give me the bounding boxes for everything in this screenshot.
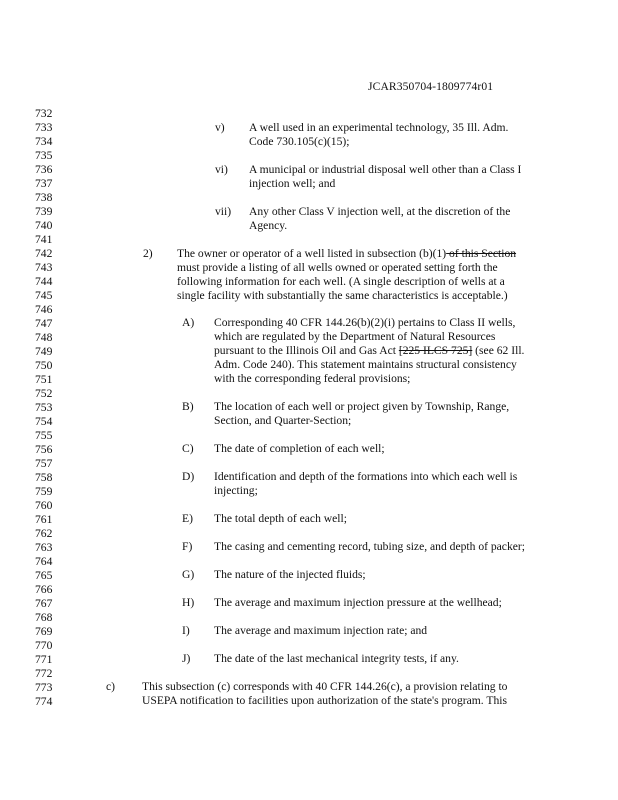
item-C-label: C) (182, 442, 194, 455)
line-number: 762 (35, 527, 53, 540)
subsection-c-text-1: This subsection (c) corresponds with 40 CFR 144.26(c), a provision relating to (142, 680, 508, 693)
line-number: 753 (35, 401, 53, 414)
item-A-text-3c: (see 62 Ill. (472, 344, 525, 357)
item-vii-text-1: Any other Class V injection well, at the discretion of the (249, 205, 511, 218)
line-number: 773 (35, 681, 53, 694)
line-number: 761 (35, 513, 53, 526)
line-number: 758 (35, 471, 53, 484)
paragraph-2-text-2: must provide a listing of all wells owned or operated setting forth the (177, 261, 498, 274)
item-vi-text-1: A municipal or industrial disposal well other than a Class I (249, 163, 522, 176)
item-D-label: D) (182, 470, 195, 483)
item-B-label: B) (182, 400, 194, 413)
line-number: 739 (35, 205, 53, 218)
line-number: 772 (35, 667, 53, 680)
item-F-text-1: The casing and cementing record, tubing size, and depth of packer; (214, 540, 525, 553)
line-number: 770 (35, 639, 53, 652)
line-number: 751 (35, 373, 53, 386)
line-number: 752 (35, 387, 53, 400)
item-A-text-3a: pursuant to the Illinois Oil and Gas Act (214, 344, 399, 357)
item-A-label: A) (182, 316, 195, 329)
item-F-label: F) (182, 540, 193, 553)
line-number: 768 (35, 611, 53, 624)
line-number: 733 (35, 121, 53, 134)
item-G-text-1: The nature of the injected fluids; (214, 568, 366, 581)
item-E-label: E) (182, 512, 193, 525)
paragraph-2-text-4: single facility with substantially the same characteristics is acceptable.) (177, 289, 508, 302)
line-number: 748 (35, 331, 53, 344)
subsection-c-label: c) (106, 680, 116, 693)
line-number: 771 (35, 653, 53, 666)
paragraph-2-text-1 (177, 247, 516, 260)
item-D-text-2: injecting; (214, 484, 258, 497)
struck-text: of this Section (446, 247, 517, 260)
line-number: 767 (35, 597, 53, 610)
item-I-label: I) (182, 624, 190, 637)
line-number: 765 (35, 569, 53, 582)
item-A-text-4: Adm. Code 240). This statement maintains structural consistency (214, 358, 517, 371)
line-number: 764 (35, 555, 53, 568)
line-number: 735 (35, 149, 53, 162)
item-v-text-2: Code 730.105(c)(15); (249, 135, 350, 148)
item-H-label: H) (182, 596, 195, 609)
line-number: 756 (35, 443, 53, 456)
line-number: 732 (35, 107, 53, 120)
line-number: 754 (35, 415, 53, 428)
paragraph-2-label: 2) (143, 247, 153, 260)
item-J-text-1: The date of the last mechanical integrity tests, if any. (214, 652, 459, 665)
struck-citation: [225 ILCS 725] (398, 344, 473, 357)
document-id: JCAR350704-1809774r01 (368, 80, 494, 93)
item-A-text-2: which are regulated by the Department of Natural Resources (214, 330, 496, 343)
item-B-text-2: Section, and Quarter-Section; (214, 414, 352, 427)
line-number: 738 (35, 191, 53, 204)
item-D-text-1: Identification and depth of the formations into which each well is (214, 470, 518, 483)
line-number: 736 (35, 163, 53, 176)
paragraph-2-text-1a: The owner or operator of a well listed in subsection (b)(1) (177, 247, 447, 260)
item-G-label: G) (182, 568, 195, 581)
line-number: 740 (35, 219, 53, 232)
item-E-text-1: The total depth of each well; (214, 512, 347, 525)
line-number: 759 (35, 485, 53, 498)
line-number: 763 (35, 541, 53, 554)
line-number: 734 (35, 135, 53, 148)
line-number: 774 (35, 695, 53, 708)
item-J-label: J) (182, 652, 191, 665)
line-number: 766 (35, 583, 53, 596)
line-number: 755 (35, 429, 53, 442)
line-number: 744 (35, 275, 53, 288)
item-vi-label: vi) (215, 163, 228, 176)
line-number: 742 (35, 247, 53, 260)
line-number: 747 (35, 317, 53, 330)
item-A-text-3 (214, 344, 524, 357)
item-vii-label: vii) (215, 205, 232, 218)
item-v-label: v) (215, 121, 225, 134)
item-A-text-1: Corresponding 40 CFR 144.26(b)(2)(i) pertains to Class II wells, (214, 316, 516, 329)
item-vi-text-2: injection well; and (249, 177, 336, 190)
line-number: 757 (35, 457, 53, 470)
line-number: 749 (35, 345, 53, 358)
subsection-c-text-2: USEPA notification to facilities upon authorization of the state's program. This (142, 694, 507, 707)
item-A-text-5: with the corresponding federal provisions; (214, 372, 411, 385)
line-number: 745 (35, 289, 53, 302)
item-C-text-1: The date of completion of each well; (214, 442, 385, 455)
line-number: 741 (35, 233, 53, 246)
item-v-text-1: A well used in an experimental technology, 35 Ill. Adm. (249, 121, 509, 134)
paragraph-2-text-3: following information for each well. (A single description of wells at a (177, 275, 505, 288)
item-I-text-1: The average and maximum injection rate; and (214, 624, 428, 637)
line-number: 760 (35, 499, 53, 512)
item-H-text-1: The average and maximum injection pressure at the wellhead; (214, 596, 502, 609)
item-vii-text-2: Agency. (249, 219, 288, 232)
line-number: 769 (35, 625, 53, 638)
line-number: 737 (35, 177, 53, 190)
item-B-text-1: The location of each well or project given by Township, Range, (214, 400, 510, 413)
line-number: 743 (35, 261, 53, 274)
line-number: 746 (35, 303, 53, 316)
line-number: 750 (35, 359, 53, 372)
